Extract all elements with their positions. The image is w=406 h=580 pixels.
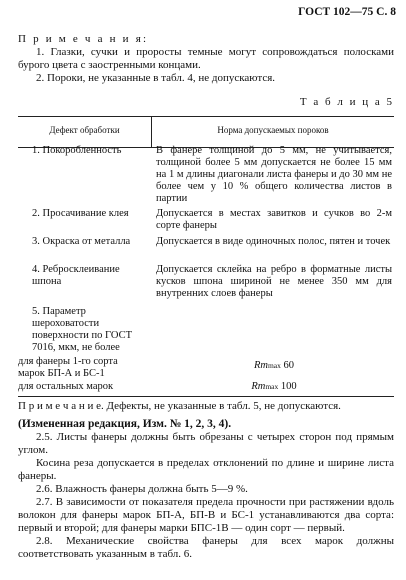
note-2: 2. Пороки, не указанные в табл. 4, не допускаются.: [36, 72, 276, 84]
table-caption: Т а б л и ц а 5: [299, 96, 394, 108]
defect-cell: 5. Параметр шероховатости поверхности по ГОСТ 7016, мкм, не более: [32, 306, 132, 353]
edition-note: (Измененная редакция, Изм. № 1, 2, 3, 4).: [18, 418, 232, 430]
table-bottom-rule: [18, 396, 394, 397]
column-header-norm: Норма допускаемых пороков: [217, 125, 329, 135]
notes-title: П р и м е ч а н и я:: [18, 33, 149, 45]
defect-cell: 1. Покоробленность: [32, 145, 122, 156]
page-header: ГОСТ 102—75 С. 8: [298, 6, 396, 18]
norm-cell: Допускается склейка на ребро в форматные листы кусков шпона шириной не менее 350 мм для внутренних слоев фанеры: [156, 264, 392, 299]
paragraph-2-6: 2.6. Влажность фанеры должна быть 5—9 %.: [36, 483, 248, 495]
norm-cell: Rmmax 60: [253, 360, 295, 371]
paragraph-2-5-b: Косина реза допускается в пределах отклонений по длине и ширине листа фанеры.: [18, 457, 394, 482]
paragraph-2-7: 2.7. В зависимости от показателя предела прочности при растяжении вдоль волокон для фанеры марок БП-А, БП-В и БС-1 устанавливаются два сорта: первый и второй; для фанеры марки БПС-1В — один сорт — первый.: [18, 496, 394, 534]
defect-cell: для остальных марок: [18, 381, 114, 392]
table-top-rule: [18, 116, 394, 117]
paragraph-2-5: 2.5. Листы фанеры должны быть обрезаны с четырех сторон под прямым углом.: [18, 431, 394, 456]
norm-cell: В фанере толщиной до 5 мм, не учитывается, толщиной более 5 мм допускается не более 15 мм на 1 м длины диагонали листа фанеры и до 30 мм не более чем у 10 % общего количества листов в партии: [156, 145, 392, 204]
table-note: П р и м е ч а н и е. Дефекты, не указанные в табл. 5, не допускаются.: [18, 400, 341, 412]
defect-cell: 4. Ребросклеивание шпона: [32, 264, 120, 287]
note-1: 1. Глазки, сучки и проросты темные могут сопровождаться полосками бурого цвета с заостренными концами.: [18, 46, 394, 71]
norm-cell: Допускается в местах завитков и сучков во 2-м сорте фанеры: [156, 208, 392, 231]
defect-cell: 3. Окраска от металла: [32, 236, 131, 247]
column-header-defect: Дефект обработки: [49, 125, 120, 135]
paragraph-2-8: 2.8. Механические свойства фанеры для всех марок должны соответствовать указанным в табл. 6.: [18, 535, 394, 560]
defect-cell: 2. Просачивание клея: [32, 208, 129, 219]
defect-cell: для фанеры 1-го сорта марок БП-А и БС-1: [18, 356, 118, 379]
norm-cell: Rmmax 100: [251, 381, 297, 392]
norm-cell: Допускается в виде одиночных полос, пятен и точек: [156, 236, 391, 247]
